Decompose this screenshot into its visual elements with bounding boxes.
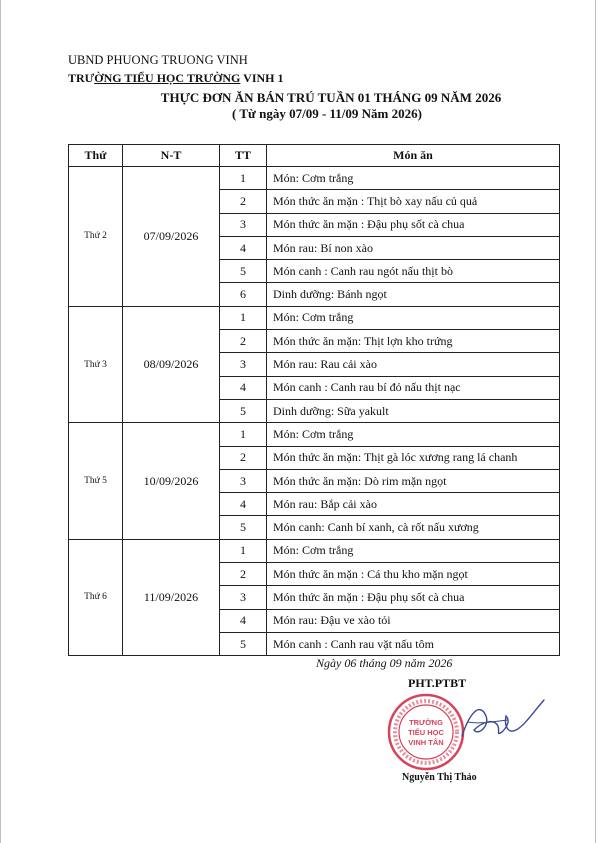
item-number-cell: 4 [220,609,267,632]
date-cell: 11/09/2026 [123,539,220,655]
menu-date-range: ( Từ ngày 07/09 - 11/09 Năm 2026) [232,106,422,121]
dish-cell: Món rau: Rau cải xào [267,353,560,376]
item-number-cell: 5 [220,399,267,422]
table-row [69,539,560,562]
item-number-cell: 3 [220,586,267,609]
menu-table [68,144,560,656]
seal-text-line: VINH TÂN [408,738,444,747]
item-number-cell: 4 [220,493,267,516]
dish-cell: Dinh dưỡng: Sữa yakult [267,399,560,422]
menu-title: THỰC ĐƠN ĂN BÁN TRÚ TUẦN 01 THÁNG 09 NĂM 2026 [160,90,502,105]
table-row [69,167,560,190]
item-number-cell: 4 [220,376,267,399]
authority-name: UBND PHUONG TRUONG VINH [68,53,248,67]
item-number-cell: 3 [220,353,267,376]
dish-cell: Món thức ăn mặn: Dò rim mặn ngọt [267,469,560,492]
dish-cell: Món thức ăn mặn: Thịt gà lóc xương rang lá chanh [267,446,560,469]
header-tt: TT [220,145,267,167]
header-thu: Thứ [69,145,123,167]
dish-cell: Món canh : Canh rau bí đỏ nấu thịt nạc [267,376,560,399]
dish-cell: Món canh: Canh bí xanh, cà rốt nấu xương [267,516,560,539]
date-cell: 08/09/2026 [123,306,220,422]
item-number-cell: 5 [220,516,267,539]
item-number-cell: 1 [220,167,267,190]
header-dish: Món ăn [267,145,560,167]
item-number-cell: 3 [220,469,267,492]
item-number-cell: 2 [220,190,267,213]
dish-cell: Món thức ăn mặn : Cá thu kho mặn ngọt [267,563,560,586]
table-row [69,306,560,329]
dish-cell: Món canh : Canh rau vặt nấu tôm [267,632,560,655]
signature-date: Ngày 06 tháng 09 năm 2026 [316,656,453,670]
dish-cell: Món: Cơm trắng [267,423,560,446]
table-header-row [69,145,560,167]
item-number-cell: 5 [220,632,267,655]
dish-cell: Món: Cơm trắng [267,167,560,190]
school-name-suffix: VINH 1 [240,71,284,85]
item-number-cell: 5 [220,260,267,283]
seal-text-line: TRƯỜNG [409,718,443,727]
school-name [68,71,284,86]
item-number-cell: 4 [220,236,267,259]
school-name-prefix: TRƯ [68,71,95,85]
signer-name: Nguyễn Thị Thảo [402,772,477,783]
page-border-right [595,0,596,843]
item-number-cell: 2 [220,330,267,353]
page-border-left [0,0,1,843]
table-row [69,423,560,446]
item-number-cell: 3 [220,213,267,236]
dish-cell: Món canh : Canh rau ngót nấu thịt bò [267,260,560,283]
dish-cell: Dinh dưỡng: Bánh ngọt [267,283,560,306]
day-of-week-cell: Thứ 2 [69,167,123,307]
handwritten-signature [448,692,548,752]
header-date: N-T [123,145,220,167]
day-of-week-cell: Thứ 5 [69,423,123,539]
item-number-cell: 6 [220,283,267,306]
dish-cell: Món thức ăn mặn : Đậu phụ sốt cà chua [267,213,560,236]
dish-cell: Món thức ăn mặn : Đậu phụ sốt cà chua [267,586,560,609]
dish-cell: Món rau: Bắp cải xào [267,493,560,516]
item-number-cell: 1 [220,306,267,329]
dish-cell: Món rau: Đậu ve xào tỏi [267,609,560,632]
date-cell: 07/09/2026 [123,167,220,307]
dish-cell: Món rau: Bí non xào [267,236,560,259]
day-of-week-cell: Thứ 3 [69,306,123,422]
dish-cell: Món thức ăn mặn: Thịt lợn kho trứng [267,330,560,353]
dish-cell: Món: Cơm trắng [267,306,560,329]
item-number-cell: 2 [220,446,267,469]
school-name-underlined: ỜNG TIỂU HỌC TRƯỜNG [94,71,241,85]
item-number-cell: 1 [220,539,267,562]
item-number-cell: 2 [220,563,267,586]
dish-cell: Món: Cơm trắng [267,539,560,562]
date-cell: 10/09/2026 [123,423,220,539]
day-of-week-cell: Thứ 6 [69,539,123,655]
item-number-cell: 1 [220,423,267,446]
dish-cell: Món thức ăn mặn : Thịt bò xay nấu củ quả [267,190,560,213]
seal-text-line: TIỂU HỌC [408,728,444,737]
signer-role: PHT.PTBT [408,676,467,690]
menu-table-body [69,167,560,656]
